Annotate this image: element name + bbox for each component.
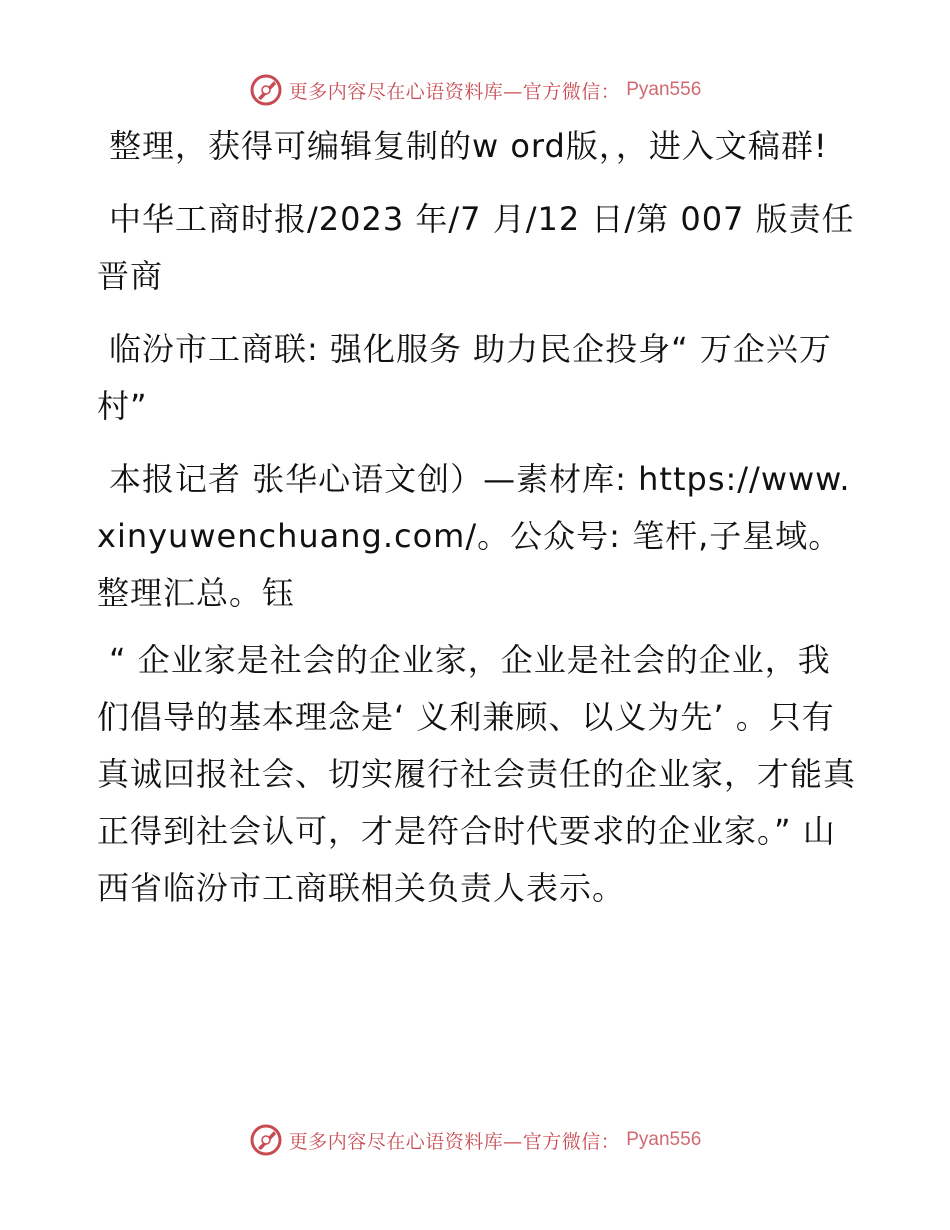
paragraph-body: “ 企业家是社会的企业家，企业是社会的企业，我们倡导的基本理念是‘ 义利兼顾、以义为先’ 。只有真诚回报社会、切实履行社会责任的企业家，才能真正得到社会认可，才是符合时代要求的企业家。” 山西省临汾市工商联相关负责人表示。 <box>97 641 857 907</box>
paragraph-note: 整理，获得可编辑复制的w ord版，，进入文稿群! <box>109 127 828 165</box>
paragraph-source: 中华工商时报/2023 年/7 月/12 日/第 007 版责任晋商 <box>97 200 855 295</box>
paragraph-headline: 临汾市工商联: 强化服务 助力民企投身“ 万企兴万村” <box>97 330 832 425</box>
watermark-wechat-id: Pyan556 <box>626 1129 702 1150</box>
watermark-text: 更多内容尽在心语资料库—官方微信： <box>288 80 621 103</box>
document-body <box>97 118 857 933</box>
paragraph-byline: 本报记者 张华心语文创）—素材库: https://www.xinyuwenchuang.com/。公众号: 笔杆,子星域。整理汇总。钰 <box>97 460 851 612</box>
watermark-wechat-id: Pyan556 <box>626 79 702 100</box>
watermark-banner-bottom <box>0 1120 950 1160</box>
quill-logo-icon <box>249 1123 283 1157</box>
watermark-banner-top <box>0 70 950 110</box>
quill-logo-icon <box>249 73 283 107</box>
watermark-text: 更多内容尽在心语资料库—官方微信： <box>288 1130 621 1153</box>
